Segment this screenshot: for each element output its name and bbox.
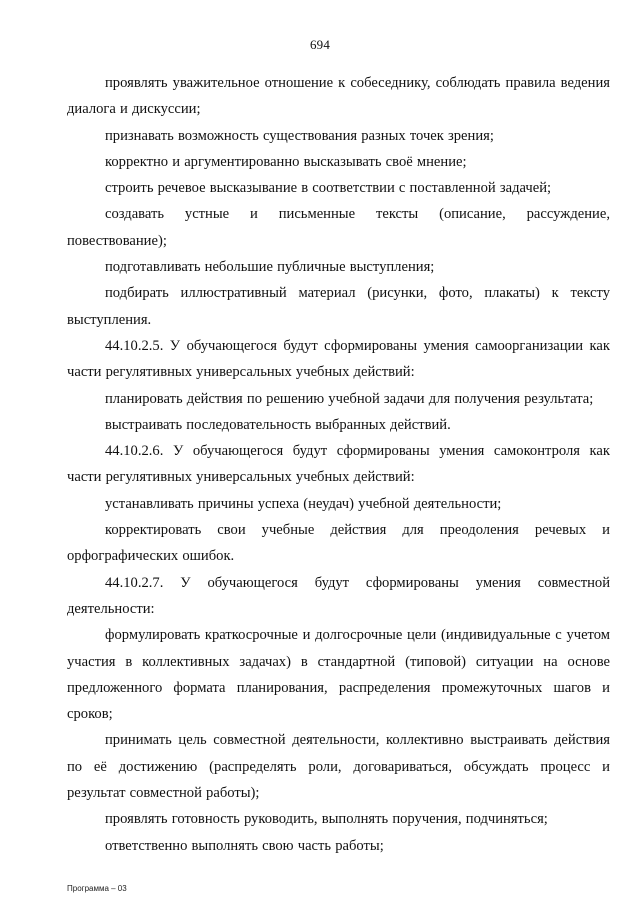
paragraph-3: корректно и аргументированно высказывать своё мнение; <box>105 153 467 170</box>
section-44-10-2-7-heading: 44.10.2.7. У обучающегося будут сформированы умения совместной деятельности: <box>67 574 610 617</box>
paragraph-4: строить речевое высказывание в соответствии с поставленной задачей; <box>105 180 552 197</box>
paragraph-1: проявлять уважительное отношение к собеседнику, соблюдать правила ведения диалога и дискуссии; <box>67 75 610 118</box>
paragraph-2: признавать возможность существования разных точек зрения; <box>105 127 494 144</box>
paragraph-12: устанавливать причины успеха (неудач) учебной деятельности; <box>105 495 502 512</box>
section-44-10-2-5-heading: 44.10.2.5. У обучающегося будут сформированы умения самоорганизации как части регулятивных универсальных учебных действий: <box>67 337 610 381</box>
document-body <box>67 70 610 859</box>
paragraph-15: формулировать краткосрочные и долгосрочные цели (индивидуальные с учетом участия в коллективных задачах) в стандартной (типовой) ситуации на основе предложенного формата планирования, распределения промежуточных шагов и сроков; <box>67 627 610 723</box>
page-number: 694 <box>309 37 331 52</box>
paragraph-7: подбирать иллюстративный материал (рисунки, фото, плакаты) к тексту выступления. <box>67 285 610 328</box>
paragraph-16: принимать цель совместной деятельности, коллективно выстраивать действия по её достижению (распределять роли, договариваться, обсуждать процесс и результат совместной работы); <box>67 732 610 802</box>
paragraph-18: ответственно выполнять свою часть работы; <box>105 837 384 854</box>
section-44-10-2-6-heading: 44.10.2.6. У обучающегося будут сформированы умения самоконтроля как части регулятивных универсальных учебных действий: <box>67 443 610 486</box>
paragraph-10: выстраивать последовательность выбранных действий. <box>105 416 451 433</box>
paragraph-9: планировать действия по решению учебной задачи для получения результата; <box>105 390 594 407</box>
paragraph-17: проявлять готовность руководить, выполнять поручения, подчиняться; <box>105 811 548 828</box>
paragraph-6: подготавливать небольшие публичные выступления; <box>105 259 435 276</box>
paragraph-5: создавать устные и письменные тексты (описание, рассуждение, повествование); <box>67 206 610 249</box>
footer-label: Программа – 03 <box>67 884 127 893</box>
paragraph-13: корректировать свои учебные действия для преодоления речевых и орфографических ошибок. <box>67 522 610 565</box>
